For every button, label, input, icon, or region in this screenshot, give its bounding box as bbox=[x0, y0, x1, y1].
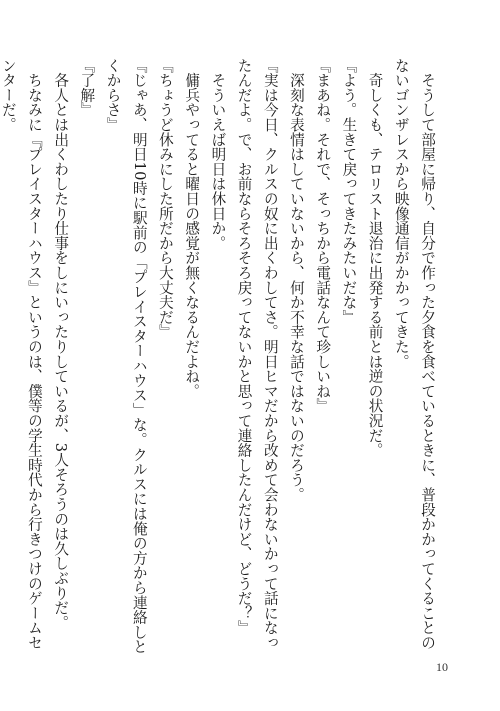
paragraph-11: 『了解』 bbox=[78, 58, 96, 118]
vertical-text-body bbox=[0, 58, 440, 658]
paragraph-7: そういえば明日は休日か。 bbox=[209, 58, 227, 251]
paragraph-2: 奇しくも、テロリスト退治に出発する前とは逆の状況だ。 bbox=[366, 58, 384, 458]
paragraph-4: 『まあね。それで、そっちから電話なんて珍しいね』 bbox=[314, 58, 332, 414]
paragraph-9: 『ちょうど休みにした所だから大丈夫だ』 bbox=[156, 58, 174, 340]
paragraph-8: 傭兵やってると曜日の感覚が無くなるんだよね。 bbox=[183, 58, 201, 399]
paragraph-13: ちなみに『プレイスターハウス』というのは、僕等の学生時代から行きつけのゲームセンターだ。 bbox=[0, 58, 43, 650]
page-number: 10 bbox=[436, 660, 448, 674]
paragraph-6: 『実は今日、クルスの奴に出くわしてさ。明日ヒマだから改めて会わないかって話になったんだよ。で、お前ならそろそろ戻ってないかと思って連絡したんだけど、どうだ？』 bbox=[235, 58, 279, 650]
paragraph-5: 深刻な表情はしていないから、何か不幸な話ではないのだろう。 bbox=[287, 58, 305, 502]
paragraph-10: 『じゃあ、明日10時に駅前の「プレイスターハウス」な。クルスには俺の方から連絡しとくからさ』 bbox=[104, 58, 148, 655]
paragraph-1: そうして部屋に帰り、自分で作った夕食を食べているときに、普段かかってくることのないゴンザレスから映像通信がかかってきた。 bbox=[392, 58, 436, 650]
paragraph-12: 各人とは出くわしたり仕事をしにいったりしているが、3人そろうのは久しぶりだ。 bbox=[52, 58, 70, 630]
paragraph-3: 『よう。生きて戻ってきたみたいだな』 bbox=[340, 58, 358, 325]
